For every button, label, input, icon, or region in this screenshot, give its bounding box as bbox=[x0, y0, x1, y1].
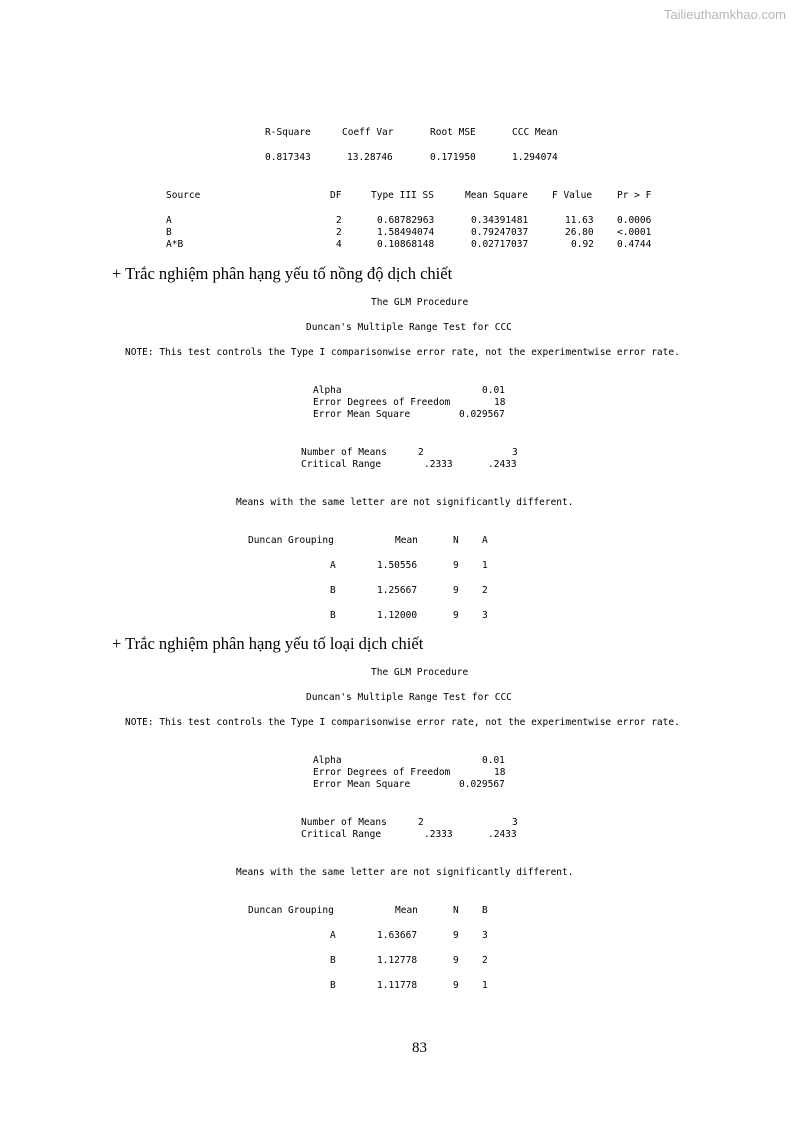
grouping-letter: B bbox=[330, 610, 336, 621]
grouping-mean: 1.11778 bbox=[377, 980, 418, 991]
section-heading: + Trắc nghiệm phân hạng yếu tố loại dịch chiết bbox=[112, 634, 424, 653]
anova-row-df: 4 bbox=[336, 239, 342, 250]
nmeans-value: 3 bbox=[512, 817, 518, 828]
fit-value-cccmean: 1.294074 bbox=[512, 152, 558, 163]
anova-header-p: Pr > F bbox=[617, 190, 652, 201]
param-value: 0.01 bbox=[482, 755, 505, 766]
fit-value-rsquare: 0.817343 bbox=[265, 152, 311, 163]
param-value: 0.01 bbox=[482, 385, 505, 396]
fit-header-rootmse: Root MSE bbox=[430, 127, 476, 138]
test-note: NOTE: This test controls the Type I comparisonwise error rate, not the experimentwise error rate. bbox=[125, 717, 680, 728]
anova-row-ss: 0.68782963 bbox=[377, 215, 435, 226]
nmeans-label: Number of Means bbox=[301, 817, 387, 828]
anova-row-f: 11.63 bbox=[565, 215, 594, 226]
anova-row-f: 26.80 bbox=[565, 227, 594, 238]
crit-value: .2433 bbox=[488, 459, 517, 470]
nmeans-value: 2 bbox=[418, 447, 424, 458]
anova-header-source: Source bbox=[166, 190, 201, 201]
param-label: Alpha bbox=[313, 385, 342, 396]
nmeans-label: Number of Means bbox=[301, 447, 387, 458]
param-value: 18 bbox=[494, 767, 506, 778]
grouping-header: Mean bbox=[395, 535, 418, 546]
crit-label: Critical Range bbox=[301, 829, 382, 840]
param-label: Error Mean Square bbox=[313, 779, 411, 790]
nmeans-value: 3 bbox=[512, 447, 518, 458]
grouping-mean: 1.63667 bbox=[377, 930, 418, 941]
fit-header-rsquare: R-Square bbox=[265, 127, 311, 138]
grouping-level: 1 bbox=[482, 980, 488, 991]
grouping-level: 2 bbox=[482, 955, 488, 966]
param-value: 18 bbox=[494, 397, 506, 408]
grouping-letter: A bbox=[330, 930, 336, 941]
grouping-n: 9 bbox=[453, 955, 459, 966]
anova-row-f: 0.92 bbox=[571, 239, 594, 250]
grouping-letter: B bbox=[330, 955, 336, 966]
fit-header-coeffvar: Coeff Var bbox=[342, 127, 394, 138]
procedure-title: The GLM Procedure bbox=[371, 667, 469, 678]
grouping-mean: 1.50556 bbox=[377, 560, 418, 571]
nmeans-value: 2 bbox=[418, 817, 424, 828]
param-value: 0.029567 bbox=[459, 779, 505, 790]
anova-row-ms: 0.02717037 bbox=[471, 239, 529, 250]
grouping-n: 9 bbox=[453, 980, 459, 991]
grouping-header: B bbox=[482, 905, 488, 916]
test-title: Duncan's Multiple Range Test for CCC bbox=[306, 692, 512, 703]
grouping-header: A bbox=[482, 535, 488, 546]
anova-row-source: A*B bbox=[166, 239, 184, 250]
grouping-header: Duncan Grouping bbox=[248, 905, 334, 916]
param-label: Error Mean Square bbox=[313, 409, 411, 420]
anova-header-ms: Mean Square bbox=[465, 190, 528, 201]
page-number: 83 bbox=[412, 1040, 427, 1056]
grouping-n: 9 bbox=[453, 930, 459, 941]
grouping-level: 1 bbox=[482, 560, 488, 571]
anova-row-df: 2 bbox=[336, 227, 342, 238]
section-heading: + Trắc nghiệm phân hạng yếu tố nồng độ dịch chiết bbox=[112, 264, 453, 283]
grouping-mean: 1.25667 bbox=[377, 585, 418, 596]
grouping-mean: 1.12778 bbox=[377, 955, 418, 966]
crit-value: .2333 bbox=[424, 829, 453, 840]
test-title: Duncan's Multiple Range Test for CCC bbox=[306, 322, 512, 333]
grouping-n: 9 bbox=[453, 610, 459, 621]
anova-row-ms: 0.79247037 bbox=[471, 227, 529, 238]
crit-value: .2333 bbox=[424, 459, 453, 470]
fit-value-coeffvar: 13.28746 bbox=[347, 152, 393, 163]
watermark: Tailieuthamkhao.com bbox=[663, 7, 786, 22]
grouping-header: N bbox=[453, 905, 459, 916]
grouping-letter: B bbox=[330, 585, 336, 596]
anova-row-source: B bbox=[166, 227, 172, 238]
param-value: 0.029567 bbox=[459, 409, 505, 420]
grouping-letter: A bbox=[330, 560, 336, 571]
anova-row-ss: 0.10868148 bbox=[377, 239, 435, 250]
means-note: Means with the same letter are not significantly different. bbox=[236, 867, 574, 878]
anova-row-df: 2 bbox=[336, 215, 342, 226]
crit-value: .2433 bbox=[488, 829, 517, 840]
anova-row-p: <.0001 bbox=[617, 227, 652, 238]
anova-row-ss: 1.58494074 bbox=[377, 227, 435, 238]
grouping-header: Duncan Grouping bbox=[248, 535, 334, 546]
grouping-level: 3 bbox=[482, 930, 488, 941]
anova-header-ss: Type III SS bbox=[371, 190, 434, 201]
means-note: Means with the same letter are not significantly different. bbox=[236, 497, 574, 508]
fit-header-cccmean: CCC Mean bbox=[512, 127, 558, 138]
grouping-letter: B bbox=[330, 980, 336, 991]
grouping-header: N bbox=[453, 535, 459, 546]
procedure-title: The GLM Procedure bbox=[371, 297, 469, 308]
grouping-level: 2 bbox=[482, 585, 488, 596]
fit-value-rootmse: 0.171950 bbox=[430, 152, 476, 163]
anova-header-df: DF bbox=[330, 190, 342, 201]
anova-row-p: 0.4744 bbox=[617, 239, 652, 250]
test-note: NOTE: This test controls the Type I comparisonwise error rate, not the experimentwise error rate. bbox=[125, 347, 680, 358]
grouping-n: 9 bbox=[453, 560, 459, 571]
grouping-n: 9 bbox=[453, 585, 459, 596]
param-label: Alpha bbox=[313, 755, 342, 766]
anova-row-p: 0.0006 bbox=[617, 215, 652, 226]
grouping-level: 3 bbox=[482, 610, 488, 621]
grouping-mean: 1.12000 bbox=[377, 610, 418, 621]
anova-header-f: F Value bbox=[552, 190, 593, 201]
anova-row-source: A bbox=[166, 215, 172, 226]
grouping-header: Mean bbox=[395, 905, 418, 916]
param-label: Error Degrees of Freedom bbox=[313, 397, 451, 408]
anova-row-ms: 0.34391481 bbox=[471, 215, 529, 226]
crit-label: Critical Range bbox=[301, 459, 382, 470]
param-label: Error Degrees of Freedom bbox=[313, 767, 451, 778]
